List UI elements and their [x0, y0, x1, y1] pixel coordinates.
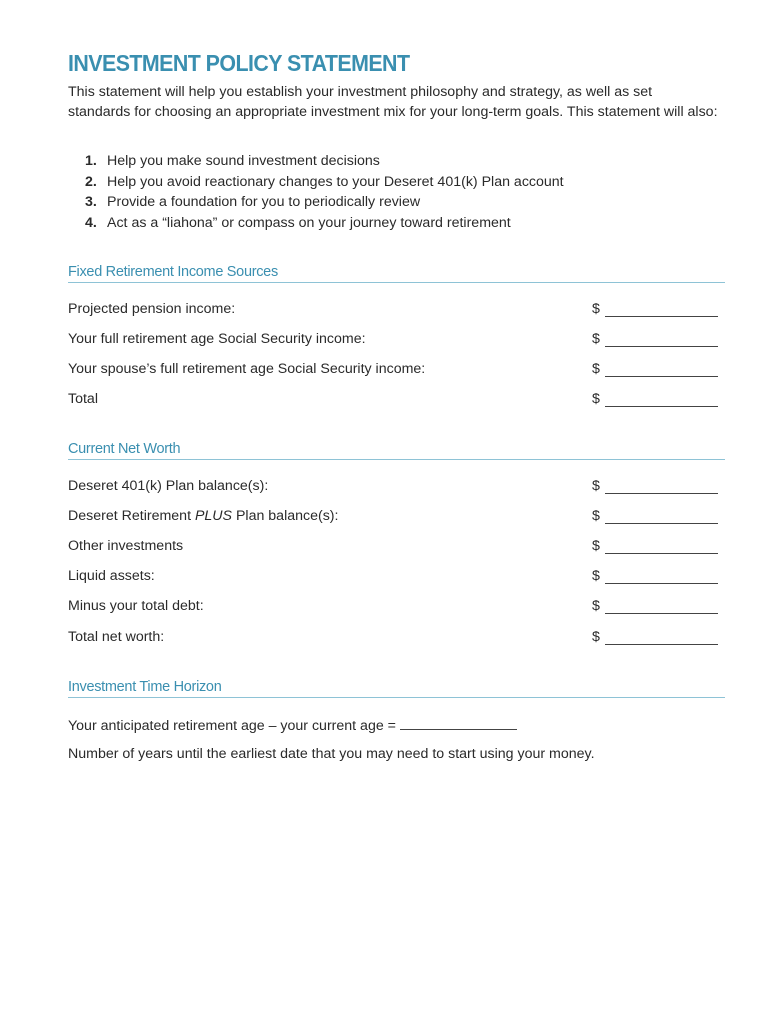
page-title: INVESTMENT POLICY STATEMENT — [68, 50, 410, 76]
field-label: Projected pension income: — [68, 301, 236, 317]
currency-symbol: $ — [592, 301, 600, 317]
list-item: 1. Help you make sound investment decisions — [85, 153, 380, 169]
field-label: Deseret Retirement PLUS Plan balance(s): — [68, 508, 339, 524]
list-item: 3. Provide a foundation for you to periodically review — [85, 194, 421, 211]
section-heading-time-horizon: Investment Time Horizon — [68, 679, 725, 698]
list-item: 2. Help you avoid reactionary changes to your Deseret 401(k) Plan account — [85, 173, 564, 190]
currency-symbol: $ — [592, 568, 600, 584]
currency-symbol: $ — [592, 331, 600, 347]
form-row — [68, 568, 718, 588]
section-heading-fixed-income: Fixed Retirement Income Sources — [68, 264, 725, 283]
currency-symbol: $ — [592, 508, 600, 524]
field-label: Deseret 401(k) Plan balance(s): — [68, 478, 269, 494]
currency-symbol: $ — [592, 538, 600, 554]
field-label: Liquid assets: — [68, 568, 155, 584]
currency-symbol: $ — [592, 478, 600, 494]
age-difference-line — [68, 716, 517, 734]
spouse-social-security-field[interactable] — [605, 376, 718, 377]
form-row — [68, 391, 718, 411]
form-row — [68, 331, 718, 351]
goals-list — [85, 151, 564, 234]
retirement-plus-balance-field[interactable] — [605, 523, 718, 524]
years-until-use-line: Number of years until the earliest date that you may need to start using your money. — [68, 746, 595, 762]
field-label: Your full retirement age Social Security income: — [68, 331, 366, 347]
total-net-worth-field[interactable] — [605, 644, 718, 645]
pension-income-field[interactable] — [605, 316, 718, 317]
field-label: Minus your total debt: — [68, 598, 204, 614]
form-row — [68, 478, 718, 498]
form-row — [68, 538, 718, 558]
section-heading-net-worth: Current Net Worth — [68, 441, 725, 460]
other-investments-field[interactable] — [605, 553, 718, 554]
401k-balance-field[interactable] — [605, 493, 718, 494]
currency-symbol: $ — [592, 361, 600, 377]
years-to-retirement-field[interactable] — [400, 716, 517, 730]
field-label: Other investments — [68, 538, 184, 554]
liquid-assets-field[interactable] — [605, 583, 718, 584]
fixed-income-total-field[interactable] — [605, 406, 718, 407]
form-row — [68, 301, 718, 321]
intro-paragraph: This statement will help you establish your investment philosophy and strategy, as well as set standards for choosing an appropriate investment mix for your long-term goals. This statement will also: — [68, 84, 718, 120]
form-row — [68, 629, 718, 649]
form-row — [68, 508, 718, 528]
form-row — [68, 361, 718, 381]
currency-symbol: $ — [592, 629, 600, 645]
list-item: 4. Act as a “liahona” or compass on your journey toward retirement — [85, 215, 511, 232]
field-label: Your anticipated retirement age – your current age = — [68, 718, 396, 734]
currency-symbol: $ — [592, 598, 600, 614]
currency-symbol: $ — [592, 391, 600, 407]
field-label: Total net worth: — [68, 629, 165, 645]
field-label: Total — [68, 391, 98, 407]
form-row — [68, 598, 718, 618]
field-label: Your spouse’s full retirement age Social Security income: — [68, 361, 426, 377]
social-security-field[interactable] — [605, 346, 718, 347]
total-debt-field[interactable] — [605, 613, 718, 614]
